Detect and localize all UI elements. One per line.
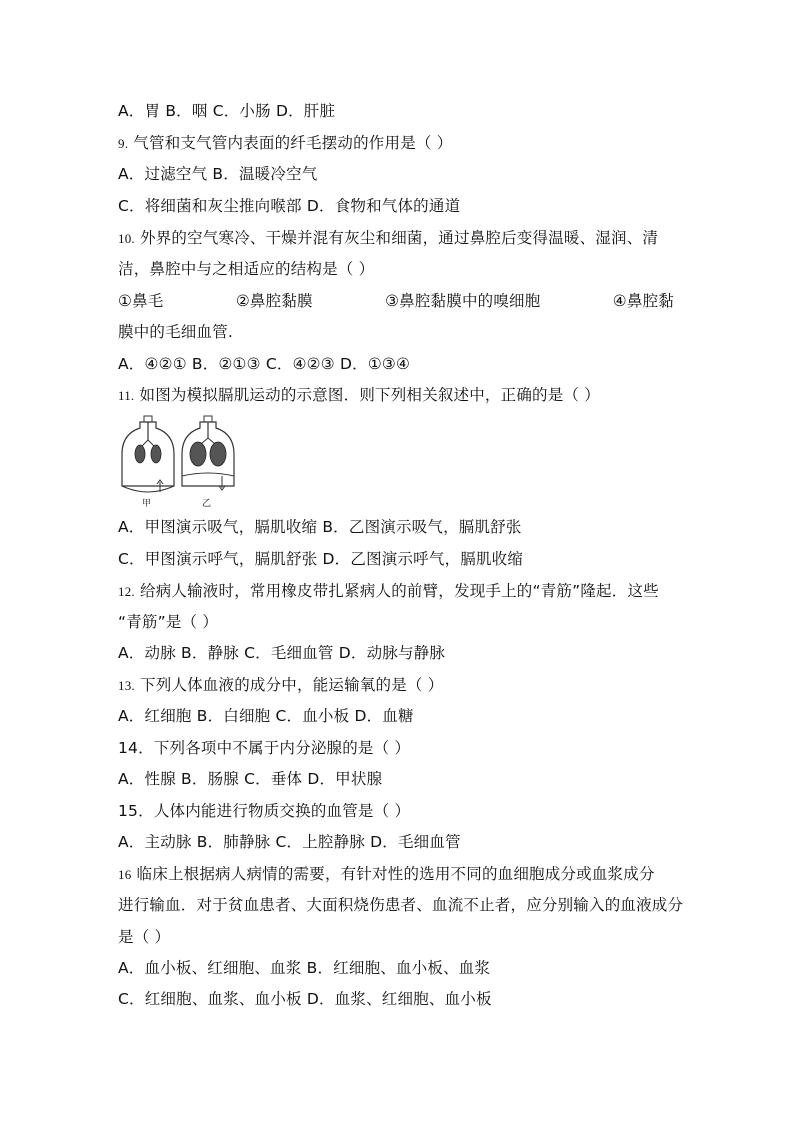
q12-options: A．动脉 B．静脉 C．毛细血管 D．动脉与静脉 [118, 644, 446, 662]
q10-options: A．④②① B．②①③ C．④②③ D．①③④ [118, 355, 411, 373]
q15-options: A．主动脉 B．肺静脉 C．上腔静脉 D．毛细血管 [118, 833, 461, 851]
q13-stem [118, 675, 443, 696]
q10-text-1: 外界的空气寒冷、干燥并混有灰尘和细菌，通过鼻腔后变得温暖、湿润、清 [140, 229, 659, 247]
q13-options: A．红细胞 B．白细胞 C．血小板 D．血糖 [118, 707, 414, 725]
q16-stem-line3: 是（ ） [118, 928, 171, 946]
q13-text: 下列人体血液的成分中，能运输氧的是（ ） [140, 676, 444, 694]
q11-stem [118, 385, 600, 406]
q9-stem [118, 133, 452, 154]
q10-item-4: ④鼻腔黏 [612, 292, 674, 310]
q10-item-1: ①鼻毛 [118, 292, 164, 310]
q16-stem-line2: 进行输血．对于贫血患者、大面积烧伤患者、血流不止者，应分别输入的血液成分 [118, 896, 684, 914]
diaphragm-model-figure [118, 414, 238, 512]
q9-options-cd: C．将细菌和灰尘推向喉部 D．食物和气体的通道 [118, 197, 461, 215]
q14-options: A．性腺 B．肠腺 C．垂体 D．甲状腺 [118, 770, 383, 788]
q11-options-cd: C．甲图演示呼气，膈肌舒张 D．乙图演示呼气，膈肌收缩 [118, 550, 524, 568]
q12-stem-line1 [118, 581, 659, 602]
q10-item-2: ②鼻腔黏膜 [235, 292, 313, 310]
q11-text: 如图为模拟膈肌运动的示意图．则下列相关叙述中，正确的是（ ） [139, 386, 600, 404]
q9-text: 气管和支气管内表面的纤毛摆动的作用是（ ） [133, 134, 453, 152]
q12-stem-line2: “青筋”是（ ） [118, 613, 219, 631]
q11-number: 11. [118, 388, 135, 403]
q12-number: 12. [118, 584, 135, 599]
q16-options-cd: C．红细胞、血浆、血小板 D．血浆、红细胞、血小板 [118, 990, 492, 1008]
fig-label-a: 甲 [142, 499, 152, 509]
q13-number: 13. [118, 678, 135, 693]
q10-stem-line2: 洁，鼻腔中与之相适应的结构是（ ） [118, 260, 375, 278]
q10-item-3: ③鼻腔黏膜中的嗅细胞 [385, 292, 541, 310]
q16-stem-line1 [118, 864, 655, 885]
q16-number: 16 [118, 867, 132, 882]
fig-label-b: 乙 [202, 499, 212, 509]
q10-stem-line3: 膜中的毛细血管. [118, 323, 234, 341]
q8-options: A．胃 B．咽 C．小肠 D．肝脏 [118, 102, 336, 120]
q12-text-1: 给病人输液时，常用橡皮带扎紧病人的前臂，发现手上的“青筋”隆起．这些 [140, 582, 659, 600]
q15-stem: 15．人体内能进行物质交换的血管是（ ） [118, 802, 411, 820]
q11-options-ab: A．甲图演示吸气，膈肌收缩 B．乙图演示吸气，膈肌舒张 [118, 518, 522, 536]
q16-text-1: 临床上根据病人病情的需要，有针对性的选用不同的血细胞成分或血浆成分 [136, 865, 655, 883]
q10-items [118, 291, 674, 311]
jar-a [122, 416, 174, 509]
q9-number: 9. [118, 136, 129, 151]
q10-stem-line1 [118, 228, 658, 249]
jar-b [182, 416, 234, 509]
q9-options-ab: A．过滤空气 B．温暖冷空气 [118, 165, 318, 183]
q16-options-ab: A．血小板、红细胞、血浆 B．红细胞、血小板、血浆 [118, 959, 491, 977]
q14-stem: 14．下列各项中不属于内分泌腺的是（ ） [118, 739, 411, 757]
q10-number: 10. [118, 231, 135, 246]
